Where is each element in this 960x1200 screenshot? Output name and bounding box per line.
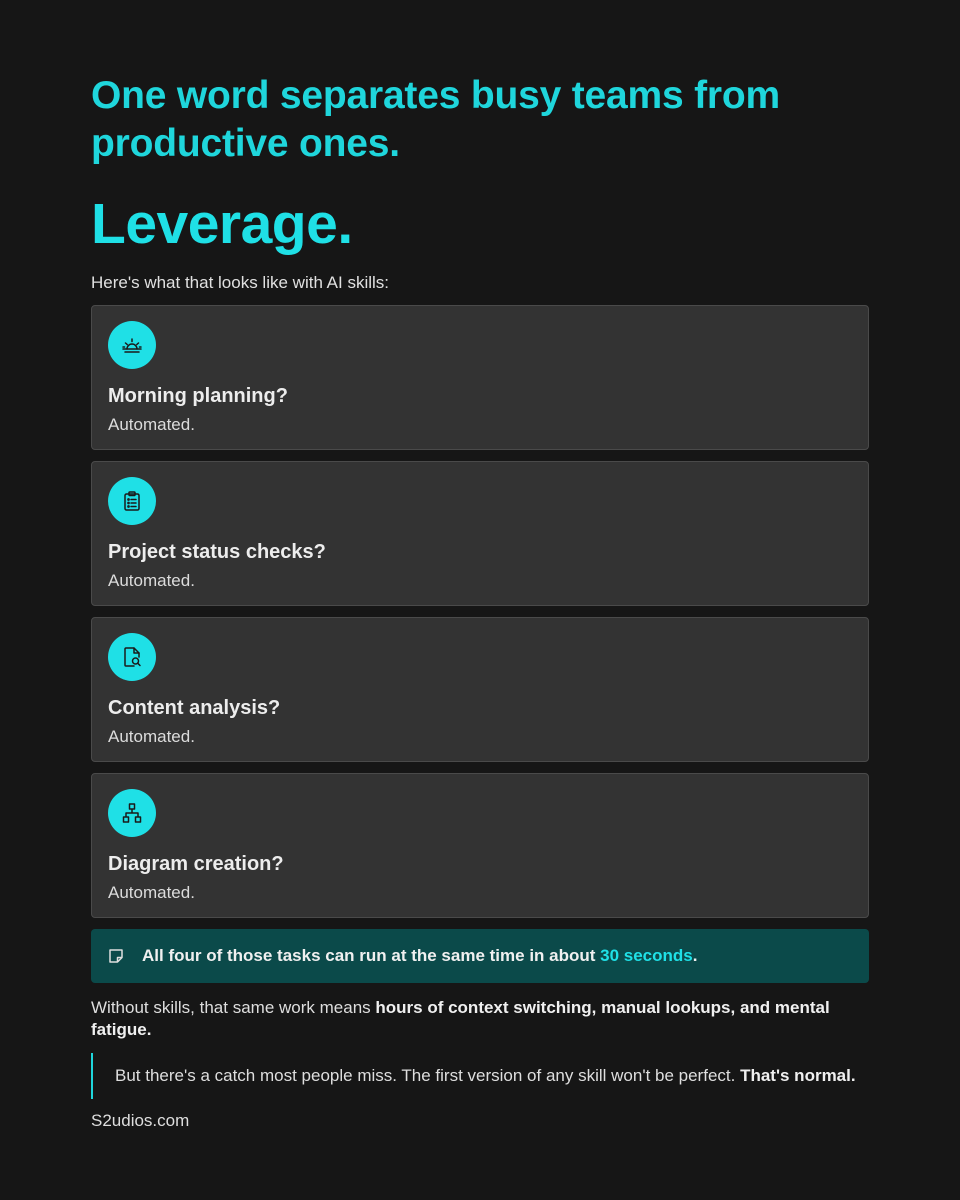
- card-project-status: [91, 461, 869, 606]
- sticky-note-icon: [107, 947, 125, 965]
- footer-site: S2udios.com: [91, 1111, 190, 1130]
- card-subtitle: Automated.: [108, 727, 195, 746]
- document-search-icon: [108, 633, 156, 681]
- callout-text: All four of those tasks can run at the same time in about 30 seconds.: [142, 946, 698, 965]
- card-subtitle: Automated.: [108, 883, 195, 902]
- sunrise-icon: [108, 321, 156, 369]
- quote-text: But there's a catch most people miss. The first version of any skill won't be perfect.: [115, 1066, 741, 1085]
- card-title: Content analysis?: [108, 697, 281, 719]
- clipboard-list-icon: [108, 477, 156, 525]
- big-word: Leverage.: [91, 192, 353, 256]
- card-title: Project status checks?: [108, 541, 326, 563]
- card-diagram-creation: [91, 773, 869, 918]
- card-title: Diagram creation?: [108, 853, 284, 875]
- callout-highlight: 30 seconds: [600, 946, 693, 965]
- blockquote: [91, 1053, 869, 1099]
- card-subtitle: Automated.: [108, 571, 195, 590]
- card-content-analysis: [91, 617, 869, 762]
- intro-text: Here's what that looks like with AI skills:: [91, 273, 390, 292]
- card-list: [91, 305, 869, 918]
- paragraph-bold: hours of context switching, manual lookups, and mental fatigue.: [91, 998, 830, 1039]
- headline: One word separates busy teams from productive ones.: [91, 74, 780, 165]
- body-paragraph: Without skills, that same work means hours of context switching, manual lookups, and mental fatigue.: [91, 998, 830, 1039]
- quote-bold: That's normal.: [740, 1066, 856, 1085]
- callout-box: [91, 929, 869, 983]
- card-subtitle: Automated.: [108, 415, 195, 434]
- post-content: [91, 72, 869, 1131]
- hierarchy-diagram-icon: [108, 789, 156, 837]
- card-morning-planning: [91, 305, 869, 450]
- card-title: Morning planning?: [108, 385, 288, 407]
